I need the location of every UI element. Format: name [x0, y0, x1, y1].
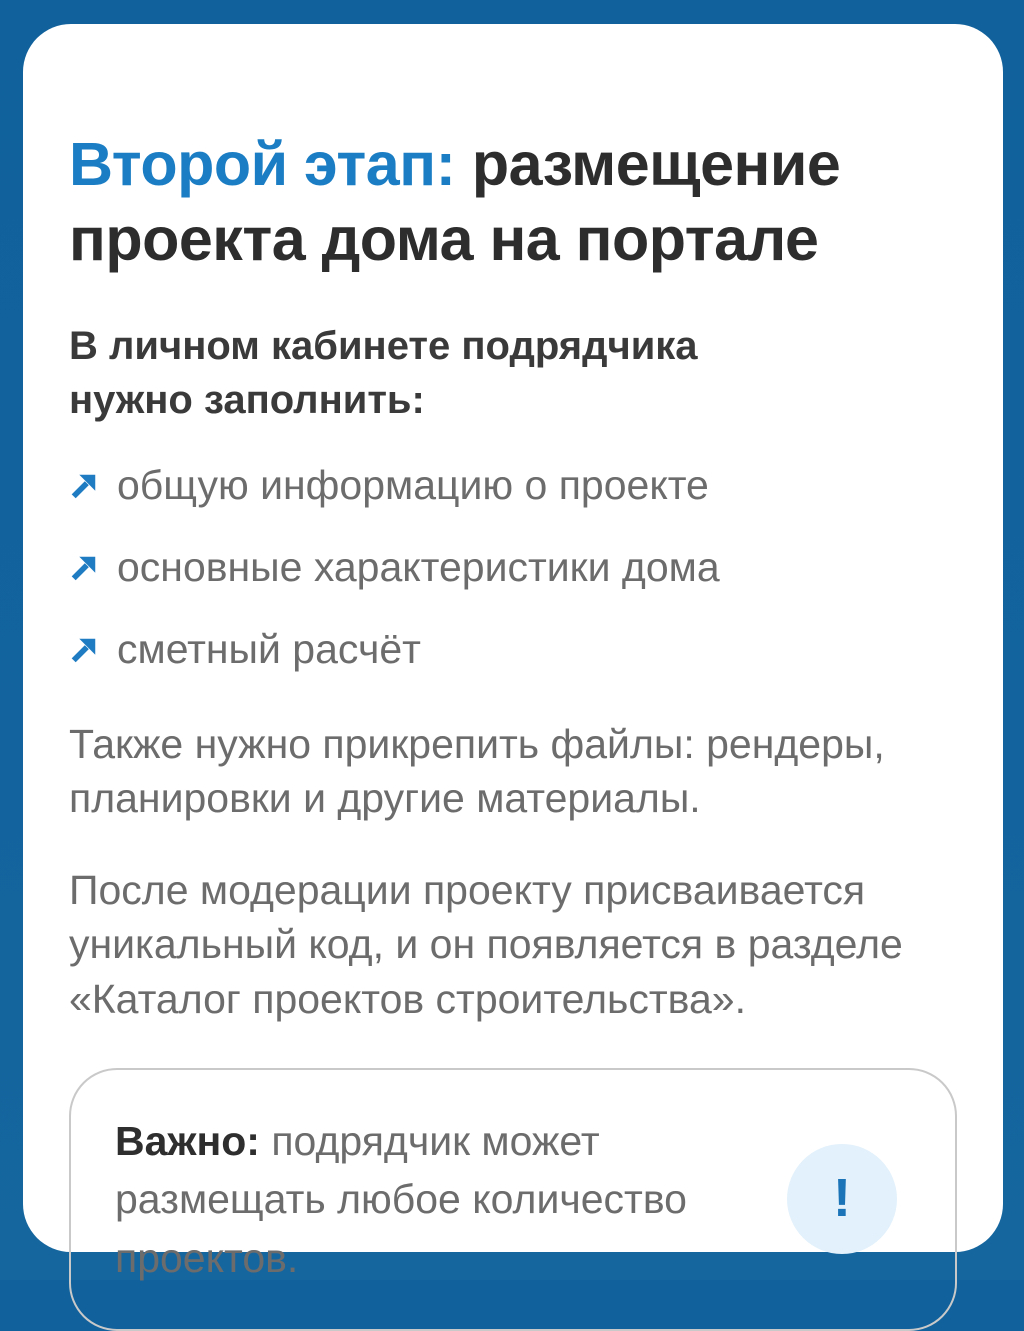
paragraph-files: Также нужно прикрепить файлы: рендеры, планировки и другие материалы. [69, 720, 885, 822]
arrow-up-right-icon [69, 635, 99, 665]
bullet-item-label: сметный расчёт [117, 626, 421, 673]
list-item [69, 543, 957, 592]
exclamation-glyph: ! [833, 1168, 851, 1229]
important-note-body: подрядчик может размещать любое количество проектов. [115, 1118, 687, 1281]
paragraph-moderation: После модерации проекту присваивается уникальный код, и он появляется в разделе «Каталог проектов строительства». [69, 866, 903, 1022]
bullet-item-label: общую информацию о проекте [117, 461, 709, 508]
important-note-text [115, 1112, 695, 1287]
intro-text: В личном кабинете подрядчика нужно заполнить: [69, 323, 698, 422]
bullet-list [69, 461, 957, 675]
important-note-box [69, 1068, 957, 1331]
page-title-rest: размещение проекта дома на портале [69, 129, 841, 274]
page-title-highlight: Второй этап: [69, 129, 456, 198]
list-item [69, 461, 957, 510]
list-item [69, 625, 957, 674]
arrow-up-right-icon [69, 471, 99, 501]
important-note-label: Важно: [115, 1118, 260, 1165]
arrow-up-right-icon [69, 553, 99, 583]
page-title [69, 127, 957, 278]
exclamation-icon [787, 1144, 897, 1254]
info-card [23, 24, 1003, 1281]
bullet-item-label: основные характеристики дома [117, 544, 720, 591]
